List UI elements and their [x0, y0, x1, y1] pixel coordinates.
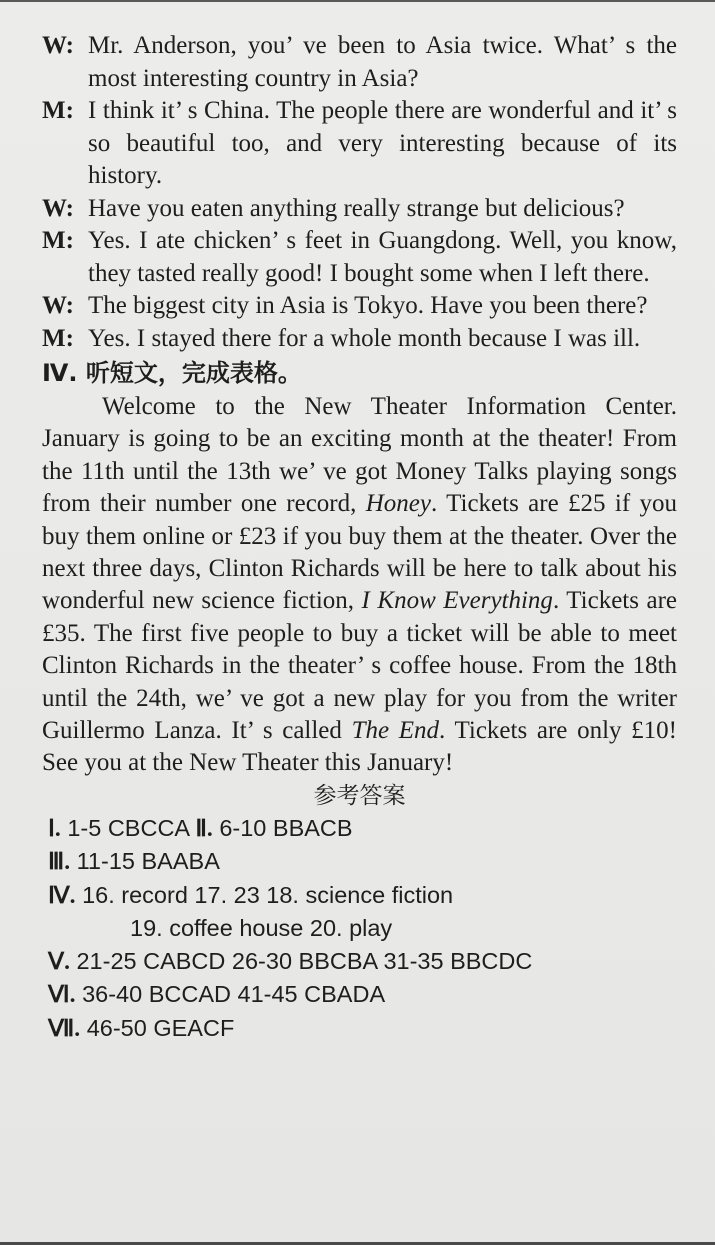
- speaker-label: W:: [42, 292, 74, 319]
- answer-row: [42, 845, 677, 879]
- dialogue-text: The biggest city in Asia is Tokyo. Have you been there?: [88, 292, 648, 319]
- roman-numeral: Ⅲ.: [48, 849, 71, 876]
- answer-row: [42, 912, 677, 945]
- roman-numeral: Ⅴ.: [48, 948, 70, 975]
- answers-list: [42, 812, 677, 1046]
- dialogue-text: Mr. Anderson, you’ ve been to Asia twice. What’ s the most interesting country in Asia?: [88, 32, 677, 92]
- dialogue-text: I think it’ s China. The people there are wonderful and it’ s so beautiful too, and very interesting because of its history.: [88, 97, 677, 189]
- speaker-label: W:: [42, 194, 74, 222]
- answer-text: 46-50 GEACF: [80, 1014, 235, 1041]
- passage-text: [42, 391, 677, 780]
- answer-text: 36-40 BCCAD 41-45 CBADA: [75, 981, 386, 1008]
- play-title: The End: [351, 717, 440, 745]
- passage-segment: . Tickets are only £10! See you at the New Theater this January!: [42, 717, 678, 777]
- roman-numeral: Ⅰ.: [48, 815, 61, 842]
- roman-numeral: Ⅵ.: [48, 982, 76, 1009]
- answers-title: 参考答案: [313, 782, 406, 809]
- answer-row: [42, 978, 677, 1012]
- answer-text: 16. record 17. 23 18. science fiction: [75, 881, 454, 908]
- answer-row: [42, 879, 677, 913]
- speaker-label: M:: [42, 324, 74, 352]
- dialogue-block: [42, 30, 677, 355]
- section-heading: Ⅳ. 听短文，完成表格。: [42, 359, 302, 387]
- dialogue-text: Yes. I ate chicken’ s feet in Guangdong. Well, you know, they tasted really good! I bought some when I left there.: [88, 227, 677, 287]
- answer-text: 1-5 CBCCA: [60, 814, 196, 841]
- roman-numeral: Ⅳ.: [48, 882, 76, 909]
- answer-text: 19. coffee house 20. play: [130, 915, 393, 942]
- dialogue-line: [42, 193, 677, 226]
- dialogue-text: Have you eaten anything really strange but delicious?: [88, 194, 625, 222]
- dialogue-line: [42, 290, 677, 323]
- roman-numeral: Ⅱ.: [195, 815, 213, 842]
- answer-row: [42, 812, 677, 846]
- dialogue-line: [42, 30, 677, 95]
- answer-row: [42, 1012, 677, 1046]
- dialogue-line: [42, 225, 677, 290]
- speaker-label: M:: [42, 227, 74, 254]
- answer-text: 11-15 BAABA: [70, 848, 220, 875]
- speaker-label: M:: [42, 97, 74, 124]
- passage-segment: . Tickets are £35. The first five people to buy a ticket will be able to meet Clinton Richards in the theater’ s coffee house. From the 18th until the 24th, we’ ve got a new play for you from the writer Guillermo Lanza. It’ s called: [42, 587, 677, 745]
- dialogue-text: Yes. I stayed there for a whole month because I was ill.: [88, 324, 641, 352]
- speaker-label: W:: [42, 32, 74, 59]
- passage-segment: . Tickets are £25 if you buy them online or £23 if you buy them at the theater. Over the next three days, Clinton Richards will be here to talk about his wonderful new science fiction,: [42, 490, 678, 615]
- dialogue-line: [42, 323, 677, 356]
- passage-segment: Welcome to the New Theater Information Center. January is going to be an exciting month at the theater! From the 11th until the 13th we’ ve got Money Talks playing songs from their number one record,: [42, 393, 677, 518]
- answer-text: 21-25 CABCD 26-30 BBCBA 31-35 BBCDC: [69, 947, 533, 974]
- roman-numeral: Ⅶ.: [48, 1015, 81, 1042]
- answer-row: [42, 945, 677, 979]
- dialogue-line: [42, 95, 677, 193]
- album-title: Honey: [365, 490, 431, 518]
- answer-text: 6-10 BBACB: [212, 814, 353, 841]
- book-title: I Know Everything: [361, 587, 553, 615]
